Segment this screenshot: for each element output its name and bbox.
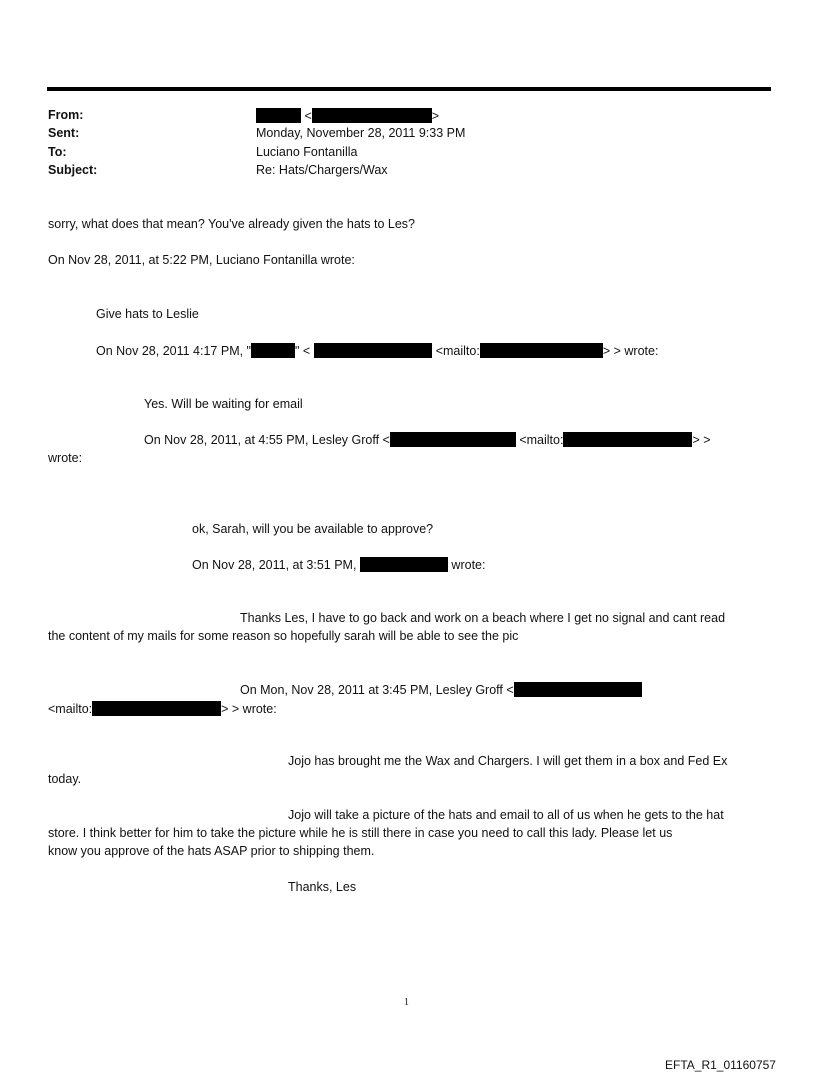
body-line: Thanks Les, I have to go back and work on a beach where I get no signal and cant read [240,611,726,625]
body-line: ok, Sarah, will you be available to approve? [192,522,434,536]
redaction-block [251,343,295,358]
body-line: Jojo has brought me the Wax and Chargers. I will get them in a box and Fed Ex [288,754,728,768]
redaction-block [480,343,603,358]
quote-header: On Nov 28, 2011, at 5:22 PM, Luciano Fontanilla wrote: [48,253,355,267]
body-line: today. [48,772,82,786]
redaction-block [514,682,642,697]
quote-header: On Nov 28, 2011 4:17 PM, " " < <mailto: > > wrote: [96,344,659,358]
redaction-block [314,343,432,358]
from-value [256,108,439,123]
body-line: Give hats to Leslie [96,307,199,321]
page-number: 1 [404,997,409,1008]
redaction-block [390,432,516,447]
to-value: Luciano Fontanilla [256,145,358,159]
redaction-block [256,108,301,123]
redaction-block [563,432,692,447]
redaction-block [92,701,221,716]
quote-header-wrap: <mailto: > > wrote: [48,702,277,716]
quote-header: On Nov 28, 2011, at 4:55 PM, Lesley Groff < <mailto: > > [144,433,711,447]
quote-header: On Mon, Nov 28, 2011 at 3:45 PM, Lesley Groff < [240,682,642,697]
signature: Thanks, Les [288,880,357,894]
subject-value: Re: Hats/Chargers/Wax [256,163,388,177]
body-line: Jojo will take a picture of the hats and email to all of us when he gets to the hat [288,808,724,822]
body-line: know you approve of the hats ASAP prior to shipping them. [48,844,375,858]
header-rule [47,87,771,91]
subject-label: Subject: [48,163,98,177]
sent-label: Sent: [48,126,80,140]
redaction-block [312,108,432,123]
to-label: To: [48,145,67,159]
body-line: Yes. Will be waiting for email [144,397,303,411]
from-gt: > [431,109,440,123]
redaction-block [360,557,448,572]
from-lt: < [304,109,312,123]
from-label: From: [48,108,84,122]
body-line: store. I think better for him to take the picture while he is still there in case you need to call this lady. Please let us [48,826,673,840]
body-line: the content of my mails for some reason so hopefully sarah will be able to see the pic [48,629,519,643]
document-id: EFTA_R1_01160757 [665,1058,776,1072]
quote-header-wrap: wrote: [48,451,83,465]
sent-value: Monday, November 28, 2011 9:33 PM [256,126,466,140]
quote-header: On Nov 28, 2011, at 3:51 PM, wrote: [192,558,486,572]
body-line: sorry, what does that mean? You've already given the hats to Les? [48,217,415,231]
